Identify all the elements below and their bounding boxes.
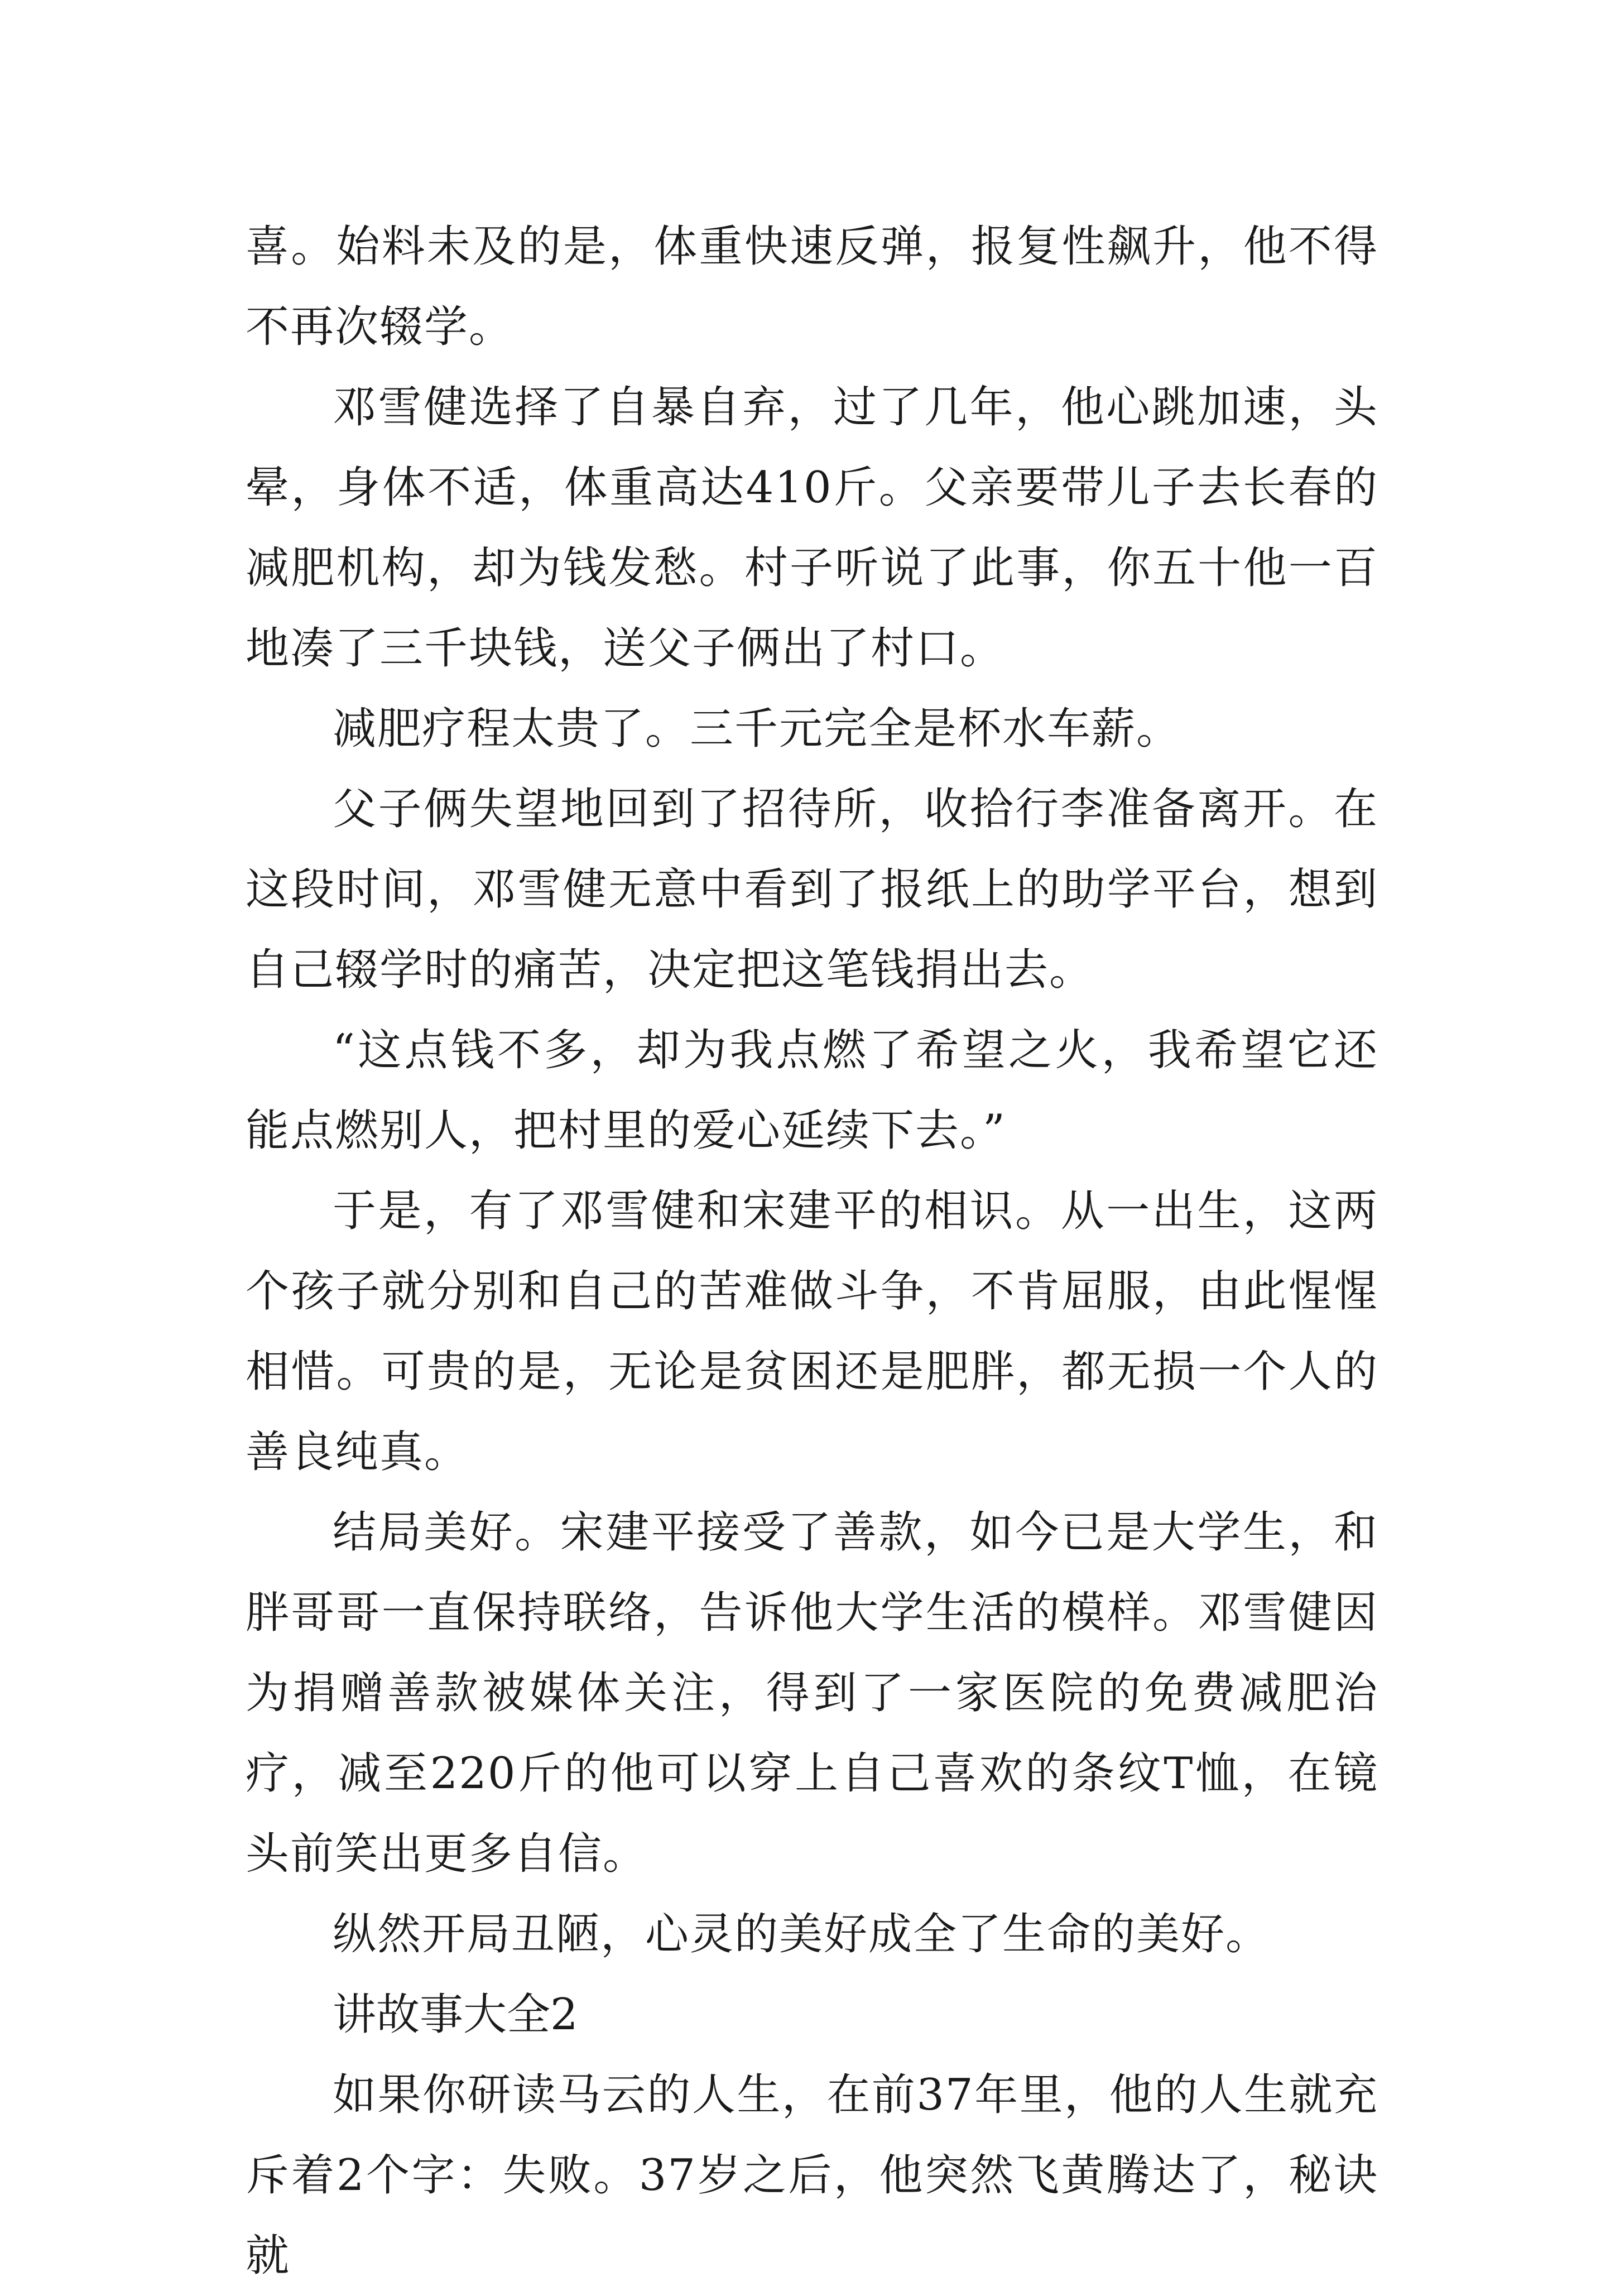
paragraph-1: 喜。始料未及的是，体重快速反弹，报复性飙升，他不得不再次辍学。 <box>246 222 1378 352</box>
paragraph-9: 如果你研读马云的人生，在前37年里，他的人生就充斥着2个字：失败。37岁之后，他突然飞黄腾达了，秘诀就 <box>246 2070 1378 2281</box>
paragraph-8: 纵然开局丑陋，心灵的美好成全了生命的美好。 <box>333 1909 1271 1959</box>
section-heading: 讲故事大全2 <box>333 1990 578 2040</box>
paragraph-2: 邓雪健选择了自暴自弃，过了几年，他心跳加速，头晕，身体不适，体重高达410斤。父亲要带儿子去长春的减肥机构，却为钱发愁。村子听说了此事，你五十他一百地凑了三千块钱，送父子俩出了村口。 <box>246 382 1378 674</box>
paragraph-4: 父子俩失望地回到了招待所，收拾行李准备离开。在这段时间，邓雪健无意中看到了报纸上的助学平台，想到自己辍学时的痛苦，决定把这笔钱捐出去。 <box>246 784 1378 995</box>
paragraph-3: 减肥疗程太贵了。三千元完全是杯水车薪。 <box>333 704 1181 754</box>
paragraph-5-quote: “这点钱不多，却为我点燃了希望之火，我希望它还能点燃别人，把村里的爱心延续下去。” <box>246 1025 1378 1156</box>
paragraph-6: 于是，有了邓雪健和宋建平的相识。从一出生，这两个孩子就分别和自己的苦难做斗争，不肯屈服，由此惺惺相惜。可贵的是，无论是贫困还是肥胖，都无损一个人的善良纯真。 <box>246 1186 1378 1477</box>
document-body <box>246 206 1378 2296</box>
paragraph-7: 结局美好。宋建平接受了善款，如今已是大学生，和胖哥哥一直保持联络，告诉他大学生活的模样。邓雪健因为捐赠善款被媒体关注，得到了一家医院的免费减肥治疗，减至220斤的他可以穿上自己喜欢的条纹T恤，在镜头前笑出更多自信。 <box>246 1507 1378 1879</box>
